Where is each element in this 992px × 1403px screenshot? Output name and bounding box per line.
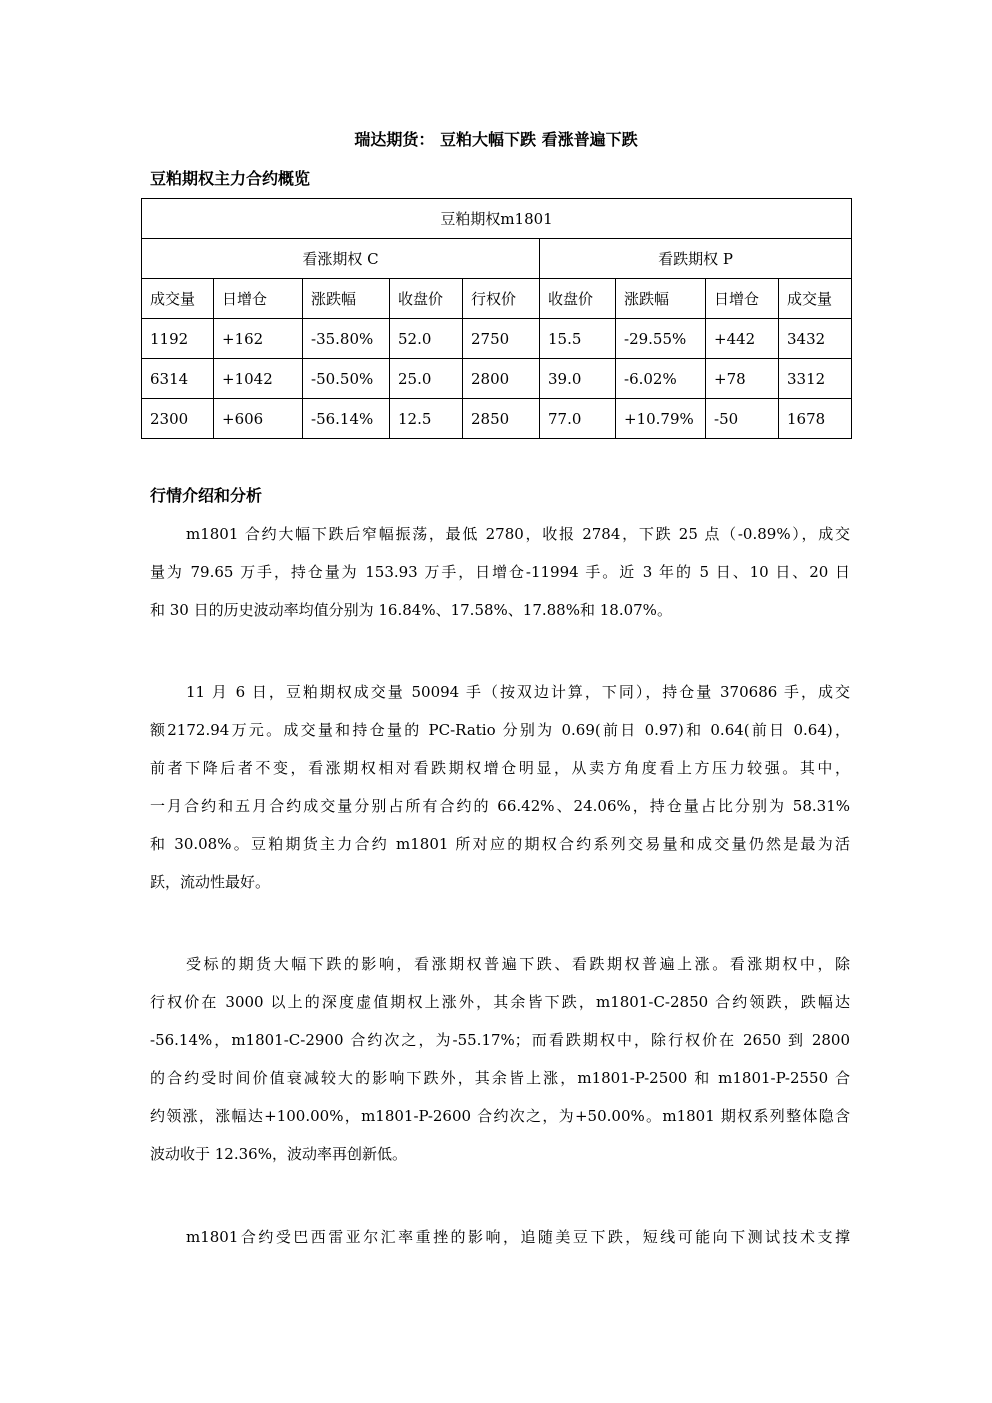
put-options-header: 看跌期权 P: [540, 239, 852, 279]
paragraph-line: 行权价在 3000 以上的深度虚值期权上涨外，其余皆下跌，m1801-C-2850 合约领跌，跌幅达: [150, 993, 850, 1011]
paragraph-line: 和 30 日的历史波动率均值分别为 16.84%、17.58%、17.88%和 18.07%。: [150, 601, 672, 619]
paragraph-line: m1801合约受巴西雷亚尔汇率重挫的影响，追随美豆下跌，短线可能向下测试技术支撑: [186, 1228, 850, 1246]
paragraph-outlook: [150, 1218, 850, 1256]
column-header: 涨跌幅: [303, 279, 390, 319]
paragraph-price-moves: [150, 945, 850, 1173]
table-row: [142, 359, 852, 399]
table-cell: -29.55%: [616, 319, 706, 359]
paragraph-line: 的合约受时间价值衰减较大的影响下跌外，其余皆上涨，m1801-P-2500 和 m1801-P-2550 合: [150, 1069, 850, 1087]
table-cell: -56.14%: [303, 399, 390, 439]
table-cell: 2800: [463, 359, 540, 399]
table-row: [142, 319, 852, 359]
table-caption: 豆粕期权m1801: [142, 199, 852, 239]
analysis-heading: 行情介绍和分析: [150, 486, 263, 505]
table-cell: -50.50%: [303, 359, 390, 399]
table-cell: 2300: [142, 399, 214, 439]
table-cell: 12.5: [390, 399, 463, 439]
paragraph-line: 前者下降后者不变，看涨期权相对看跌期权增仓明显，从卖方角度看上方压力较强。其中，: [150, 759, 850, 777]
table-caption-row: [142, 199, 852, 239]
table-cell: 1192: [142, 319, 214, 359]
paragraph-line: 约领涨，涨幅达+100.00%，m1801-P-2600 合约次之，为+50.00%。m1801 期权系列整体隐含: [150, 1107, 850, 1125]
options-overview-table: [141, 198, 852, 439]
paragraph-line: 一月合约和五月合约成交量分别占所有合约的 66.42%、24.06%，持仓量占比分别为 58.31%: [150, 797, 850, 815]
paragraph-market-summary: [150, 515, 850, 629]
table-cell: -6.02%: [616, 359, 706, 399]
table-cell: +606: [214, 399, 303, 439]
page-title: 瑞达期货： 豆粕大幅下跌 看涨普遍下跌: [354, 130, 638, 149]
column-header: 成交量: [142, 279, 214, 319]
table-cell: +1042: [214, 359, 303, 399]
table-cell: +10.79%: [616, 399, 706, 439]
table-cell: 2850: [463, 399, 540, 439]
paragraph-line: m1801 合约大幅下跌后窄幅振荡，最低 2780，收报 2784，下跌 25 点（-0.89%），成交: [186, 525, 850, 543]
paragraph-line: 和 30.08%。豆粕期货主力合约 m1801 所对应的期权合约系列交易量和成交量仍然是最为活: [150, 835, 850, 853]
table-cell: 39.0: [540, 359, 616, 399]
paragraph-line: 量为 79.65 万手，持仓量为 153.93 万手，日增仓-11994 手。近 3 年的 5 日、10 日、20 日: [150, 563, 850, 581]
table-header-row: [142, 279, 852, 319]
paragraph-line: 受标的期货大幅下跌的影响，看涨期权普遍下跌、看跌期权普遍上涨。看涨期权中，除: [186, 955, 850, 973]
paragraph-line: -56.14%，m1801-C-2900 合约次之，为-55.17%；而看跌期权中，除行权价在 2650 到 2800: [150, 1031, 850, 1049]
table-cell: 52.0: [390, 319, 463, 359]
table-cell: 15.5: [540, 319, 616, 359]
table-cell: 6314: [142, 359, 214, 399]
column-header: 成交量: [779, 279, 852, 319]
column-header: 收盘价: [540, 279, 616, 319]
table-cell: 2750: [463, 319, 540, 359]
column-header: 日增仓: [214, 279, 303, 319]
table-cell: 1678: [779, 399, 852, 439]
table-group-row: [142, 239, 852, 279]
table-cell: +162: [214, 319, 303, 359]
overview-heading: 豆粕期权主力合约概览: [150, 169, 311, 188]
table-cell: 25.0: [390, 359, 463, 399]
table-cell: 3432: [779, 319, 852, 359]
table-cell: +78: [706, 359, 779, 399]
column-header: 收盘价: [390, 279, 463, 319]
call-options-header: 看涨期权 C: [142, 239, 540, 279]
table-row: [142, 399, 852, 439]
column-header: 涨跌幅: [616, 279, 706, 319]
paragraph-line: 11 月 6 日，豆粕期权成交量 50094 手（按双边计算，下同），持仓量 370686 手，成交: [186, 683, 850, 701]
paragraph-line: 跃，流动性最好。: [150, 873, 271, 891]
table-cell: -35.80%: [303, 319, 390, 359]
table-cell: 3312: [779, 359, 852, 399]
column-header: 行权价: [463, 279, 540, 319]
column-header: 日增仓: [706, 279, 779, 319]
table-cell: -50: [706, 399, 779, 439]
table-cell: +442: [706, 319, 779, 359]
paragraph-line: 额2172.94万元。成交量和持仓量的 PC-Ratio 分别为 0.69(前日 0.97)和 0.64(前日 0.64)，: [150, 721, 850, 739]
table-cell: 77.0: [540, 399, 616, 439]
paragraph-line: 波动收于 12.36%，波动率再创新低。: [150, 1145, 407, 1163]
paragraph-options-volume: [150, 673, 850, 901]
